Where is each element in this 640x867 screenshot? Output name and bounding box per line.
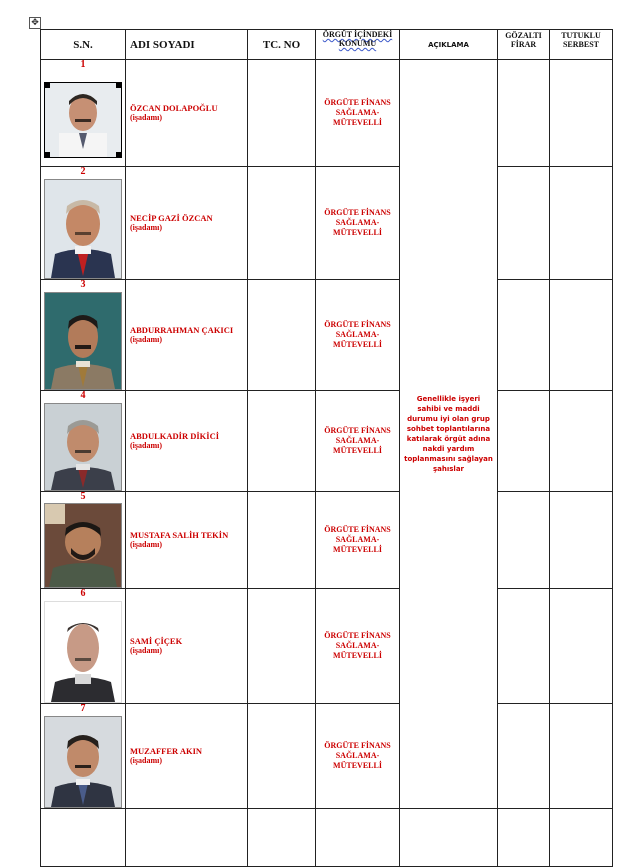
person-occupation: (işadamı) <box>130 756 162 765</box>
person-name: ÖZCAN DOLAPOĞLU <box>130 103 218 113</box>
person-photo[interactable] <box>44 403 122 491</box>
header-tutuklu-serbest: TUTUKLU SERBEST <box>550 30 613 60</box>
header-adi-soyadi: ADI SOYADI <box>126 30 248 60</box>
empty-cell[interactable] <box>248 809 316 867</box>
empty-cell[interactable] <box>41 809 126 867</box>
empty-cell[interactable] <box>400 809 498 867</box>
row-number: 2 <box>80 166 86 177</box>
empty-cell[interactable] <box>498 809 550 867</box>
tutuklu-cell[interactable] <box>550 391 613 492</box>
orgut-konumu-cell: ÖRGÜTE FİNANS SAĞLAMA-MÜTEVELLİ <box>316 589 400 704</box>
aciklama-cell: Genellikle işyeri sahibi ve maddi durumu iyi olan grup sohbet toplantılarına katılarak örgüt adına nakdi yardım toplanmasını sağlayan şahıslar <box>400 60 498 809</box>
tutuklu-cell[interactable] <box>550 704 613 809</box>
person-occupation: (işadamı) <box>130 646 162 655</box>
tutuklu-cell[interactable] <box>550 60 613 167</box>
gozalti-cell[interactable] <box>498 280 550 391</box>
table-move-handle-icon[interactable]: ✥ <box>29 17 41 29</box>
person-photo[interactable] <box>44 82 122 158</box>
orgut-konumu-cell: ÖRGÜTE FİNANS SAĞLAMA-MÜTEVELLİ <box>316 492 400 589</box>
empty-cell[interactable] <box>550 809 613 867</box>
tc-cell[interactable] <box>248 391 316 492</box>
tc-cell[interactable] <box>248 704 316 809</box>
header-tc-no: TC. NO <box>248 30 316 60</box>
gozalti-cell[interactable] <box>498 704 550 809</box>
empty-cell[interactable] <box>126 809 248 867</box>
person-name: NECİP GAZİ ÖZCAN <box>130 213 213 223</box>
table-row <box>41 492 613 589</box>
tutuklu-cell[interactable] <box>550 167 613 280</box>
orgut-konumu-cell: ÖRGÜTE FİNANS SAĞLAMA-MÜTEVELLİ <box>316 704 400 809</box>
empty-cell[interactable] <box>316 809 400 867</box>
gozalti-cell[interactable] <box>498 60 550 167</box>
table-row-empty <box>41 809 613 867</box>
tutuklu-cell[interactable] <box>550 492 613 589</box>
row-number: 3 <box>80 279 86 290</box>
person-name: ABDURRAHMAN ÇAKICI <box>130 325 234 335</box>
row-number: 4 <box>80 390 86 401</box>
person-photo[interactable] <box>44 179 122 279</box>
header-aciklama: AÇIKLAMA <box>400 30 498 60</box>
table-row <box>41 704 613 809</box>
person-photo[interactable] <box>44 601 122 703</box>
table-row <box>41 167 613 280</box>
gozalti-cell[interactable] <box>498 589 550 704</box>
person-photo[interactable] <box>44 716 122 808</box>
tc-cell[interactable] <box>248 492 316 589</box>
row-number: 6 <box>80 588 86 599</box>
person-occupation: (işadamı) <box>130 441 162 450</box>
person-name: SAMİ ÇİÇEK <box>130 636 183 646</box>
header-gozalti-firar: GÖZALTI FİRAR <box>498 30 550 60</box>
person-occupation: (işadamı) <box>130 113 162 122</box>
tc-cell[interactable] <box>248 589 316 704</box>
table-row <box>41 280 613 391</box>
orgut-konumu-cell: ÖRGÜTE FİNANS SAĞLAMA-MÜTEVELLİ <box>316 60 400 167</box>
gozalti-cell[interactable] <box>498 492 550 589</box>
header-sn: S.N. <box>41 30 126 60</box>
person-occupation: (işadamı) <box>130 223 162 232</box>
table-row <box>41 589 613 704</box>
person-name: MUZAFFER AKIN <box>130 746 203 756</box>
row-number: 7 <box>80 703 86 714</box>
header-orgut-konumu: ÖRGÜT İÇİNDEKİ KONUMU <box>316 30 400 60</box>
person-occupation: (işadamı) <box>130 335 162 344</box>
table-row <box>41 60 613 167</box>
tutuklu-cell[interactable] <box>550 280 613 391</box>
orgut-konumu-cell: ÖRGÜTE FİNANS SAĞLAMA-MÜTEVELLİ <box>316 391 400 492</box>
personnel-table <box>40 29 613 867</box>
row-number: 5 <box>80 491 86 502</box>
person-name: ABDULKADİR DİKİCİ <box>130 431 220 441</box>
gozalti-cell[interactable] <box>498 391 550 492</box>
gozalti-cell[interactable] <box>498 167 550 280</box>
person-name: MUSTAFA SALİH TEKİN <box>130 530 229 540</box>
table-header-row <box>41 30 613 60</box>
tc-cell[interactable] <box>248 167 316 280</box>
person-photo[interactable] <box>44 292 122 390</box>
person-occupation: (işadamı) <box>130 540 162 549</box>
person-photo[interactable] <box>44 503 122 588</box>
orgut-konumu-cell: ÖRGÜTE FİNANS SAĞLAMA-MÜTEVELLİ <box>316 167 400 280</box>
tc-cell[interactable] <box>248 280 316 391</box>
table-row <box>41 391 613 492</box>
row-number: 1 <box>80 59 86 70</box>
orgut-konumu-cell: ÖRGÜTE FİNANS SAĞLAMA-MÜTEVELLİ <box>316 280 400 391</box>
tc-cell[interactable] <box>248 60 316 167</box>
tutuklu-cell[interactable] <box>550 589 613 704</box>
